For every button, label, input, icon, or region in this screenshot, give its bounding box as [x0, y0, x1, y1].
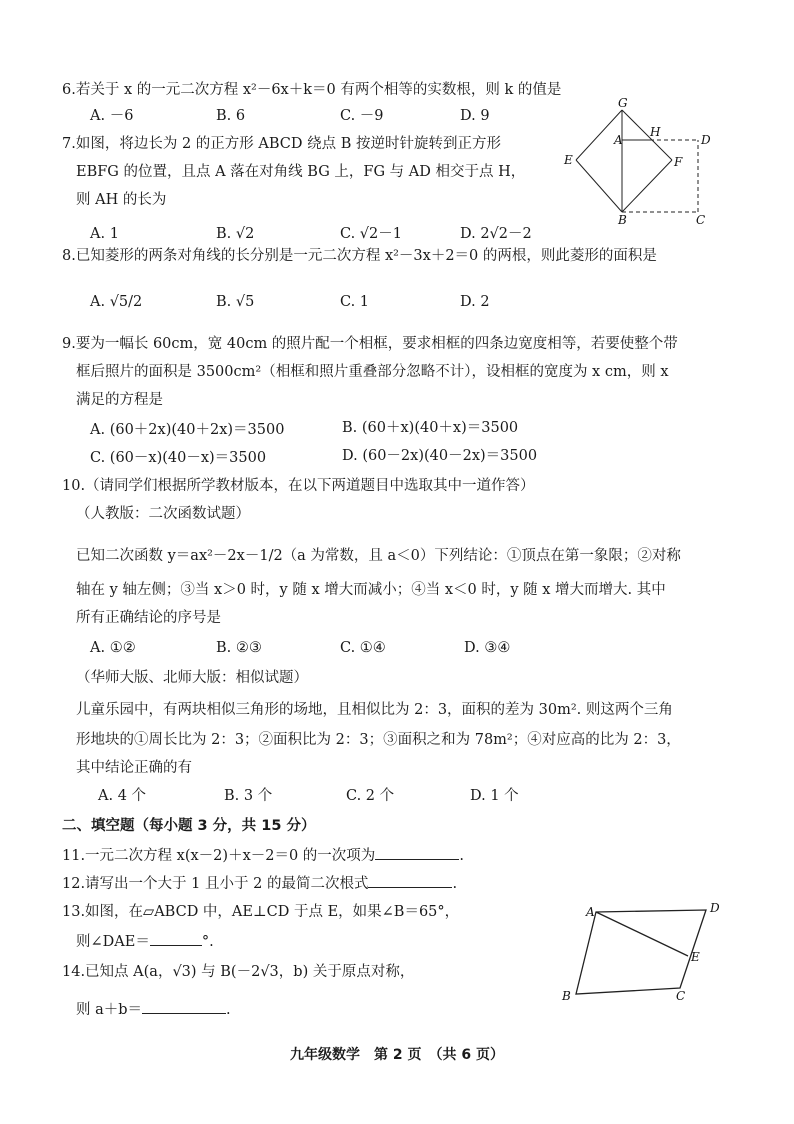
- q9-stem-line3: 满足的方程是: [76, 392, 163, 408]
- q8-option-d: D. 2: [460, 294, 490, 310]
- q10-a-stem-line2: 轴在 y 轴左侧；③当 x＞0 时，y 随 x 增大而减小；④当 x＜0 时，y 随 x 增大而增大. 其中: [76, 582, 666, 598]
- page-footer: 九年级数学 第 2 页 （共 6 页）: [290, 1047, 504, 1063]
- q7-option-a: A. 1: [90, 226, 119, 242]
- q13-label-a: A: [586, 905, 595, 919]
- q14-text: 则 a＋b＝: [76, 1002, 143, 1018]
- q13-label-b: B: [562, 989, 571, 1003]
- q7-stem-line2: EBFG 的位置，且点 A 落在对角线 BG 上，FG 与 AD 相交于点 H，: [76, 164, 526, 180]
- q6-option-a: A. －6: [90, 108, 134, 124]
- q7-seg-gf: [622, 110, 672, 160]
- q10-b-option-a: A. 4 个: [98, 788, 147, 804]
- q10-b-stem-line2: 形地块的①周长比为 2：3；②面积比为 2：3；③面积之和为 78m²；④对应高的比为 2：3，: [76, 732, 681, 748]
- q8-option-b: B. √5: [216, 294, 255, 310]
- q12-blank[interactable]: [368, 872, 452, 888]
- q14-stem-line1: 14.已知点 A(a，√3) 与 B(－2√3，b) 关于原点对称，: [62, 964, 415, 980]
- q12-text: 12.请写出一个大于 1 且小于 2 的最简二次根式: [62, 876, 369, 892]
- q13-label-d: D: [710, 901, 720, 915]
- q13-stem-line1: 13.如图，在▱ABCD 中，AE⊥CD 于点 E，如果∠B＝65°，: [62, 904, 460, 920]
- q11-end: .: [459, 848, 464, 864]
- section-2-title: 二、填空题（每小题 3 分，共 15 分）: [62, 818, 316, 834]
- q7-label-g: G: [618, 96, 628, 110]
- q13-parallelogram: [576, 910, 706, 994]
- q10-b-option-c: C. 2 个: [346, 788, 395, 804]
- q7-option-b: B. √2: [216, 226, 255, 242]
- q10-intro: 10.（请同学们根据所学教材版本，在以下两道题目中选取其中一道作答）: [62, 478, 535, 494]
- q10-b-stem-line3: 其中结论正确的有: [76, 760, 192, 776]
- q10-a-option-d: D. ③④: [464, 640, 511, 656]
- q7-seg-fb: [622, 160, 672, 212]
- q13-label-e: E: [691, 950, 700, 964]
- q7-label-h: H: [650, 125, 661, 139]
- q10-b-option-b: B. 3 个: [224, 788, 273, 804]
- q11-stem: [62, 844, 464, 866]
- q8-option-a: A. √5/2: [90, 294, 143, 310]
- q6-stem: 6.若关于 x 的一元二次方程 x²－6x＋k＝0 有两个相等的实数根，则 k 的值是: [62, 82, 562, 98]
- q7-stem-line3: 则 AH 的长为: [76, 192, 167, 208]
- q14-stem-line2: [76, 998, 231, 1020]
- q11-text: 11.一元二次方程 x(x－2)＋x－2＝0 的一次项为: [62, 848, 376, 864]
- q9-stem-line1: 9.要为一幅长 60cm，宽 40cm 的照片配一个相框，要求相框的四条边宽度相等，若要使整个带: [62, 336, 678, 352]
- q9-option-a: A. (60＋2x)(40＋2x)＝3500: [90, 422, 285, 438]
- q7-label-f: F: [674, 155, 683, 169]
- q12-end: .: [452, 876, 458, 892]
- q13-seg-ae: [596, 912, 688, 956]
- q10-a-option-c: C. ①④: [340, 640, 386, 656]
- q7-figure: [560, 96, 720, 226]
- q6-option-d: D. 9: [460, 108, 490, 124]
- q12-stem: [62, 872, 457, 894]
- q7-seg-be: [576, 160, 622, 212]
- q13-blank[interactable]: [150, 930, 202, 946]
- q13-figure: [540, 900, 730, 1008]
- q13-end: °.: [201, 934, 214, 950]
- q13-stem-line2: [76, 930, 214, 952]
- q7-label-a: A: [614, 133, 623, 147]
- q11-blank[interactable]: [375, 844, 459, 860]
- q7-label-e: E: [564, 153, 573, 167]
- q14-blank[interactable]: [142, 998, 226, 1014]
- q6-option-c: C. －9: [340, 108, 384, 124]
- q10-a-title: （人教版：二次函数试题）: [76, 506, 250, 522]
- q9-stem-line2: 框后照片的面积是 3500cm²（相框和照片重叠部分忽略不计），设相框的宽度为 x cm，则 x: [76, 364, 669, 380]
- q10-a-stem-line3: 所有正确结论的序号是: [76, 610, 221, 626]
- q9-option-b: B. (60＋x)(40＋x)＝3500: [342, 420, 519, 436]
- q7-label-b: B: [618, 213, 627, 226]
- q10-a-stem-line1: 已知二次函数 y＝ax²－2x－1/2（a 为常数，且 a＜0）下列结论：①顶点在第一象限；②对称: [76, 548, 681, 564]
- q10-a-option-a: A. ①②: [90, 640, 136, 656]
- q8-stem: 8.已知菱形的两条对角线的长分别是一元二次方程 x²－3x＋2＝0 的两根，则此菱形的面积是: [62, 248, 657, 264]
- q7-stem-line1: 7.如图，将边长为 2 的正方形 ABCD 绕点 B 按逆时针旋转到正方形: [62, 136, 501, 152]
- q7-label-c: C: [696, 213, 706, 226]
- q13-text: 则∠DAE＝: [76, 934, 150, 950]
- q7-option-c: C. √2－1: [340, 226, 402, 242]
- q10-b-option-d: D. 1 个: [470, 788, 519, 804]
- q8-option-c: C. 1: [340, 294, 370, 310]
- q10-b-stem-line1: 儿童乐园中，有两块相似三角形的场地，且相似比为 2：3，面积的差为 30m². 则这两个三角: [76, 702, 673, 718]
- q7-option-d: D. 2√2－2: [460, 226, 532, 242]
- q7-label-d: D: [701, 133, 711, 147]
- q9-option-c: C. (60－x)(40－x)＝3500: [90, 450, 267, 466]
- q10-b-title: （华师大版、北师大版：相似试题）: [76, 670, 308, 686]
- q14-end: .: [226, 1002, 231, 1018]
- q6-option-b: B. 6: [216, 108, 246, 124]
- q9-option-d: D. (60－2x)(40－2x)＝3500: [342, 448, 538, 464]
- q13-label-c: C: [676, 989, 686, 1003]
- q10-a-option-b: B. ②③: [216, 640, 262, 656]
